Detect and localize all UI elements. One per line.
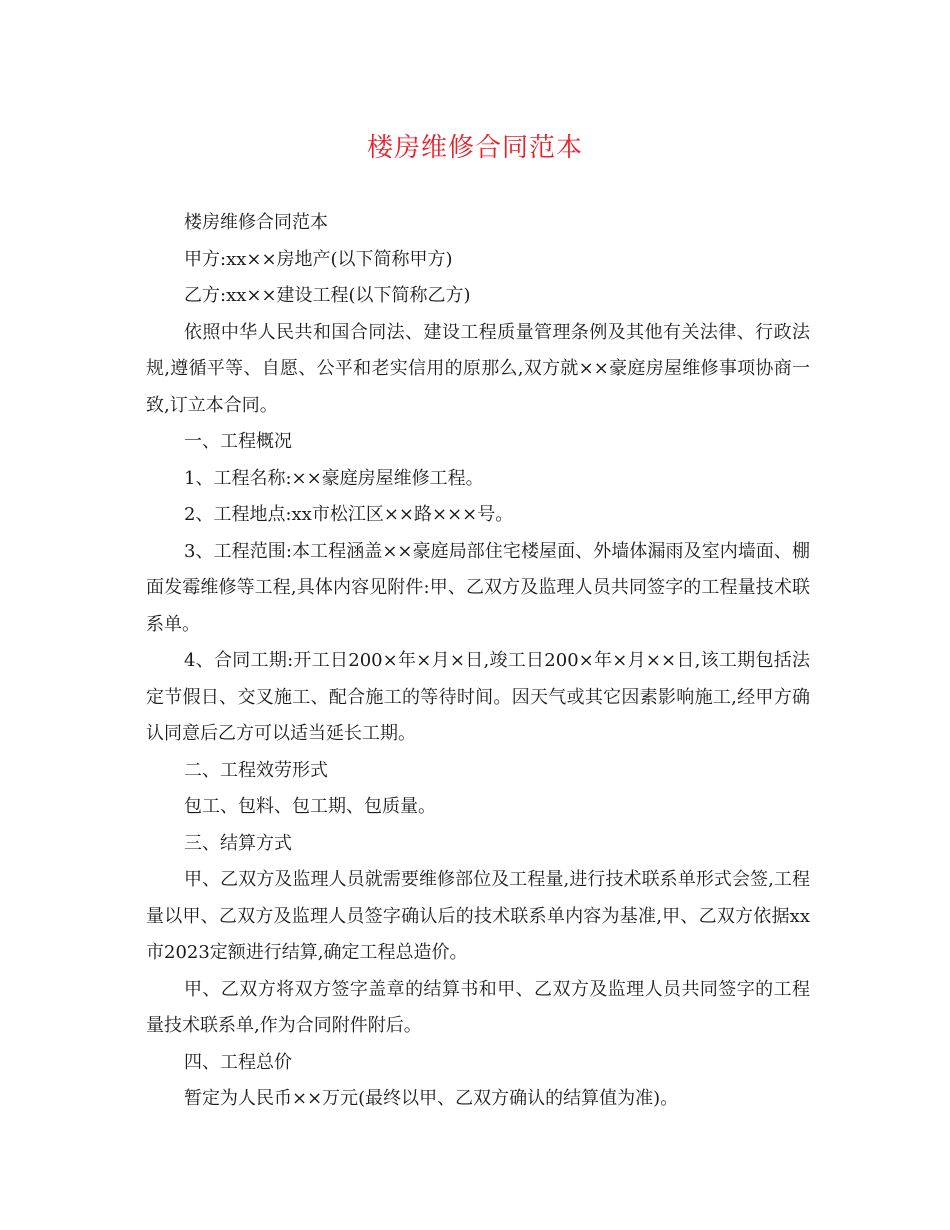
paragraph-settlement-attachment: 甲、乙双方将双方签字盖章的结算书和甲、乙双方及监理人员共同签字的工程量技术联系单,作为合同附件附后。 [146,978,810,1036]
section-heading-settlement: 三、结算方式 [184,832,292,854]
document-title: 楼房维修合同范本 [366,133,583,163]
paragraph-party-a: 甲方:xx××房地产(以下简称甲方) [184,248,453,270]
paragraph-project-scope: 3、工程范围:本工程涵盖××豪庭局部住宅楼屋面、外墙体漏雨及室内墙面、棚面发霉维修等工程,具体内容见附件:甲、乙双方及监理人员共同签字的工程量技术联系单。 [146,540,810,635]
paragraph-subtitle: 楼房维修合同范本 [184,212,328,233]
paragraph-preamble: 依照中华人民共和国合同法、建设工程质量管理条例及其他有关法律、行政法规,遵循平等、自愿、公平和老实信用的原那么,双方就××豪庭房屋维修事项协商一致,订立本合同。 [146,321,810,416]
paragraph-project-name: 1、工程名称:××豪庭房屋维修工程。 [184,467,484,489]
paragraph-party-b: 乙方:xx××建设工程(以下简称乙方) [184,285,471,306]
section-heading-total-price: 四、工程总价 [184,1051,292,1073]
paragraph-contract-period: 4、合同工期:开工日200×年×月×日,竣工日200×年×月××日,该工期包括法定节假日、交叉施工、配合施工的等待时间。因天气或其它因素影响施工,经甲方确认同意后乙方可以适当延长工期。 [146,650,810,744]
paragraph-total-price: 暂定为人民币××万元(最终以甲、乙双方确认的结算值为准)。 [184,1088,679,1109]
document-body [146,205,810,1118]
section-heading-overview: 一、工程概况 [184,431,292,452]
section-heading-service-form: 二、工程效劳形式 [184,759,328,781]
paragraph-service-form: 包工、包料、包工期、包质量。 [184,796,436,817]
paragraph-project-location: 2、工程地点:xx市松江区××路×××号。 [184,504,514,525]
paragraph-settlement-method: 甲、乙双方及监理人员就需要维修部位及工程量,进行技术联系单形式会签,工程量以甲、乙双方及监理人员签字确认后的技术联系单内容为基准,甲、乙双方依据xx市2023定额进行结算,确定工程总造价。 [146,869,810,963]
